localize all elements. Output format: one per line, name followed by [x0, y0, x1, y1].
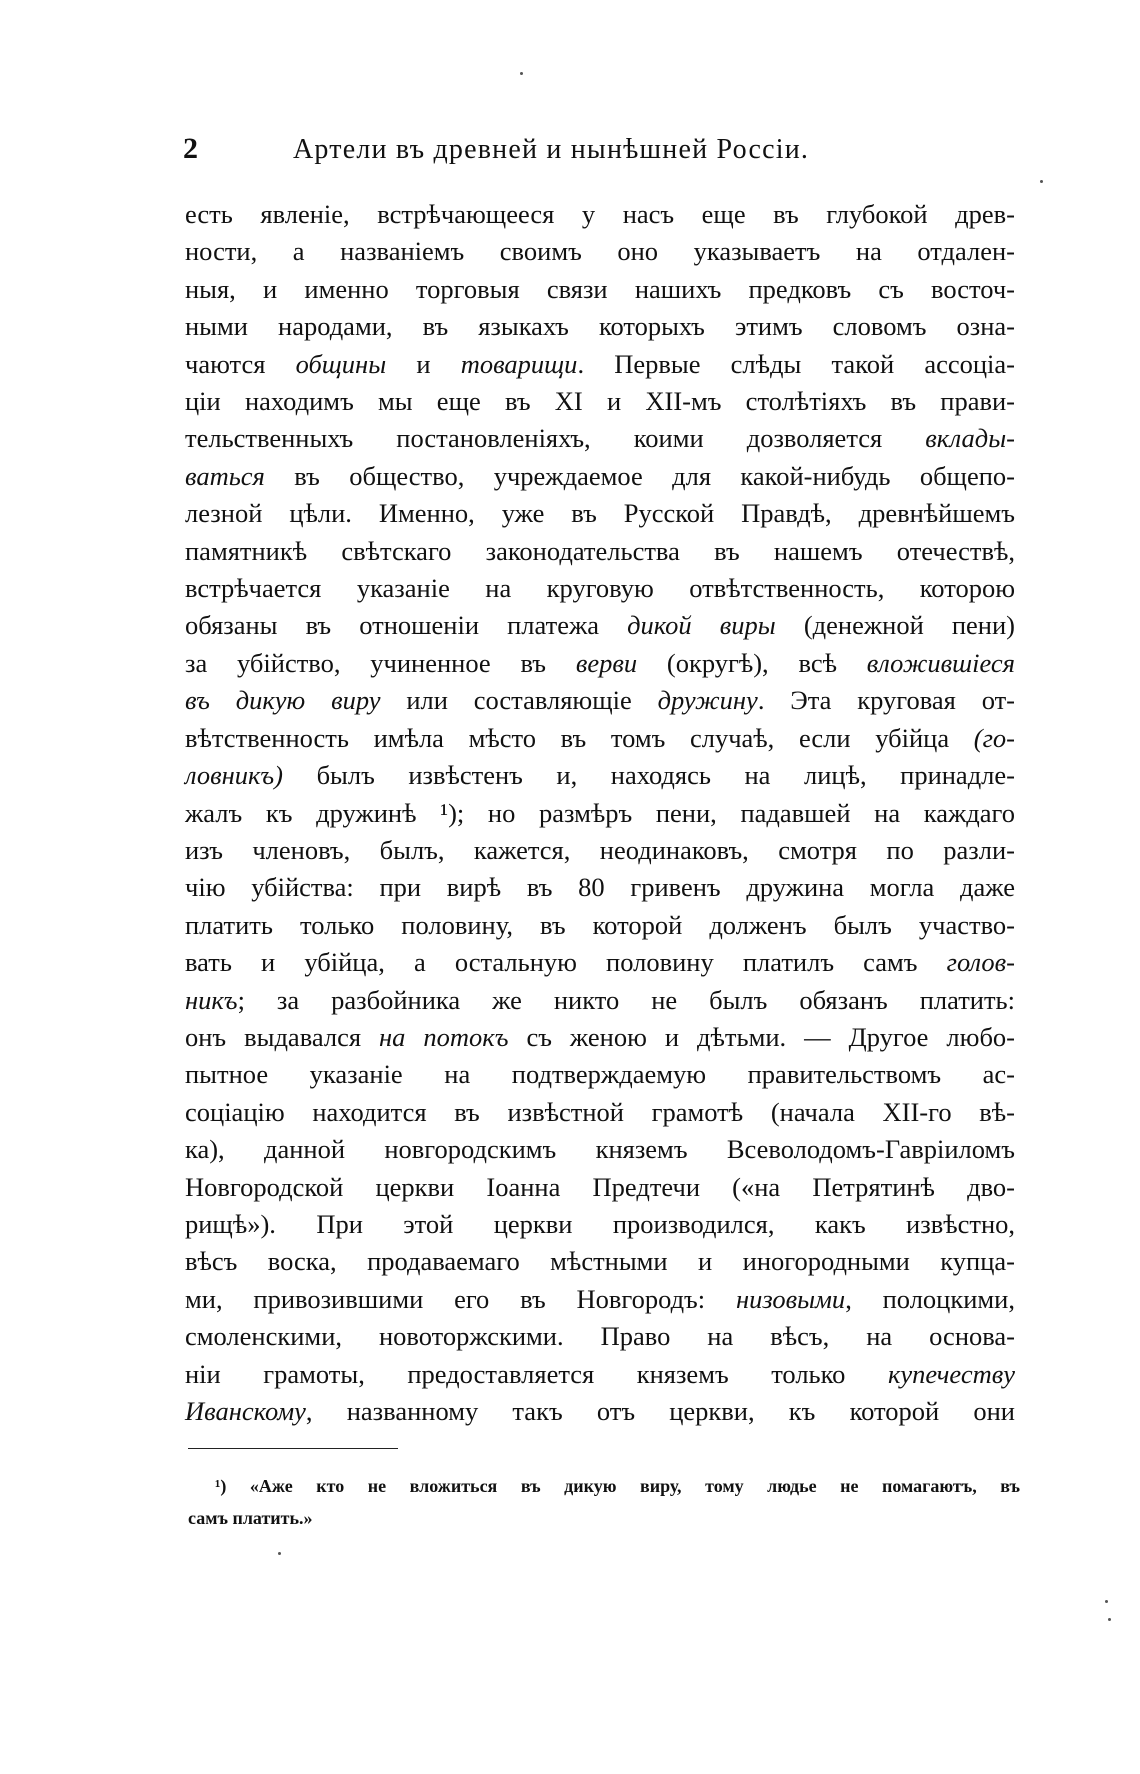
body-line: ніи грамоты, предоставляется княземъ только купечеству	[185, 1358, 1015, 1389]
body-line: ными народами, въ языкахъ которыхъ этимъ словомъ озна-	[185, 311, 1015, 342]
body-line: Новгородской церкви Іоанна Предтечи («на Петрятинѣ дво-	[185, 1171, 1015, 1202]
body-line: платить только половину, въ которой долженъ былъ участво-	[185, 909, 1015, 940]
body-line: лезной цѣли. Именно, уже въ Русской Правдѣ, древнѣйшемъ	[185, 498, 1015, 529]
page-number: 2	[183, 132, 198, 165]
scan-speck	[520, 72, 523, 75]
body-line: Иванскому, названному такъ отъ церкви, къ которой они	[185, 1396, 1015, 1426]
scan-speck	[1108, 1618, 1111, 1621]
body-line: ціи находимъ мы еще въ XI и XII-мъ столѣтіяхъ въ прави-	[185, 386, 1015, 417]
body-line: вать и убійца, а остальную половину платилъ самъ голов-	[185, 947, 1015, 978]
footnote-line: ¹) «Аже кто не вложиться въ дикую виру, тому людье не помагаютъ, въ	[215, 1476, 1020, 1496]
body-line: ваться въ общество, учреждаемое для какой-нибудь общепо-	[185, 460, 1015, 491]
body-line: никъ; за разбойника же никто не былъ обязанъ платить:	[185, 984, 1015, 1015]
body-line: обязаны въ отношеніи платежа дикой виры (денежной пени)	[185, 610, 1015, 641]
page-header	[183, 132, 1019, 172]
body-line: рищѣ»). При этой церкви производился, какъ извѣстно,	[185, 1208, 1015, 1239]
body-line: въ дикую виру или составляющіе дружину. Эта круговая от-	[185, 685, 1015, 716]
body-line: ловникъ) былъ извѣстенъ и, находясь на лицѣ, принадле-	[185, 760, 1015, 791]
footnote-rule	[188, 1448, 398, 1449]
body-line: изъ членовъ, былъ, кажется, неодинаковъ, смотря по разли-	[185, 834, 1015, 865]
body-line: встрѣчается указаніе на круговую отвѣтственность, которою	[185, 573, 1015, 604]
body-line: за убійство, учиненное въ верви (округѣ), всѣ вложившіеся	[185, 647, 1015, 678]
body-line: ности, а названіемъ своимъ оно указываетъ на отдален-	[185, 236, 1015, 267]
footnote-line: самъ платить.»	[188, 1508, 313, 1528]
body-line: онъ выдавался на потокъ съ женою и дѣтьми. — Другое любо-	[185, 1021, 1016, 1052]
scan-speck	[278, 1552, 281, 1555]
running-title: Артели въ древней и нынѣшней Россіи.	[293, 134, 810, 165]
body-line: соціацію находится въ извѣстной грамотѣ (начала XII-го вѣ-	[185, 1096, 1015, 1127]
scan-speck	[1105, 1600, 1108, 1603]
body-line: жалъ къ дружинѣ ¹); но размѣръ пени, падавшей на каждаго	[185, 797, 1015, 828]
footnote	[188, 1470, 1020, 1534]
body-line: пытное указаніе на подтверждаемую правительствомъ ас-	[185, 1059, 1015, 1090]
body-line: тельственныхъ постановленіяхъ, коими дозволяется вклады-	[185, 423, 1015, 454]
body-line: есть явленіе, встрѣчающееся у насъ еще въ глубокой древ-	[185, 199, 1015, 229]
body-line: вѣтственность имѣла мѣсто въ томъ случаѣ, если убійца (го-	[185, 722, 1015, 753]
body-line: чаются общины и товарищи. Первые слѣды такой ассоціа-	[185, 348, 1015, 379]
body-line: ми, привозившими его въ Новгородъ: низовыми, полоцкими,	[185, 1283, 1015, 1314]
body-line: вѣсъ воска, продаваемаго мѣстными и иногородными купца-	[185, 1246, 1015, 1277]
body-text	[185, 196, 1015, 1430]
body-line: памятникѣ свѣтскаго законодательства въ нашемъ отечествѣ,	[185, 535, 1015, 566]
body-line: ка), данной новгородскимъ княземъ Всеволодомъ-Гавріиломъ	[185, 1134, 1015, 1165]
scan-speck	[1040, 180, 1043, 183]
body-line: смоленскими, новоторжскими. Право на вѣсъ, на основа-	[185, 1321, 1015, 1352]
body-line: чію убійства: при вирѣ въ 80 гривенъ дружина могла даже	[185, 872, 1015, 903]
body-line: ныя, и именно торговыя связи нашихъ предковъ съ восточ-	[185, 273, 1015, 304]
